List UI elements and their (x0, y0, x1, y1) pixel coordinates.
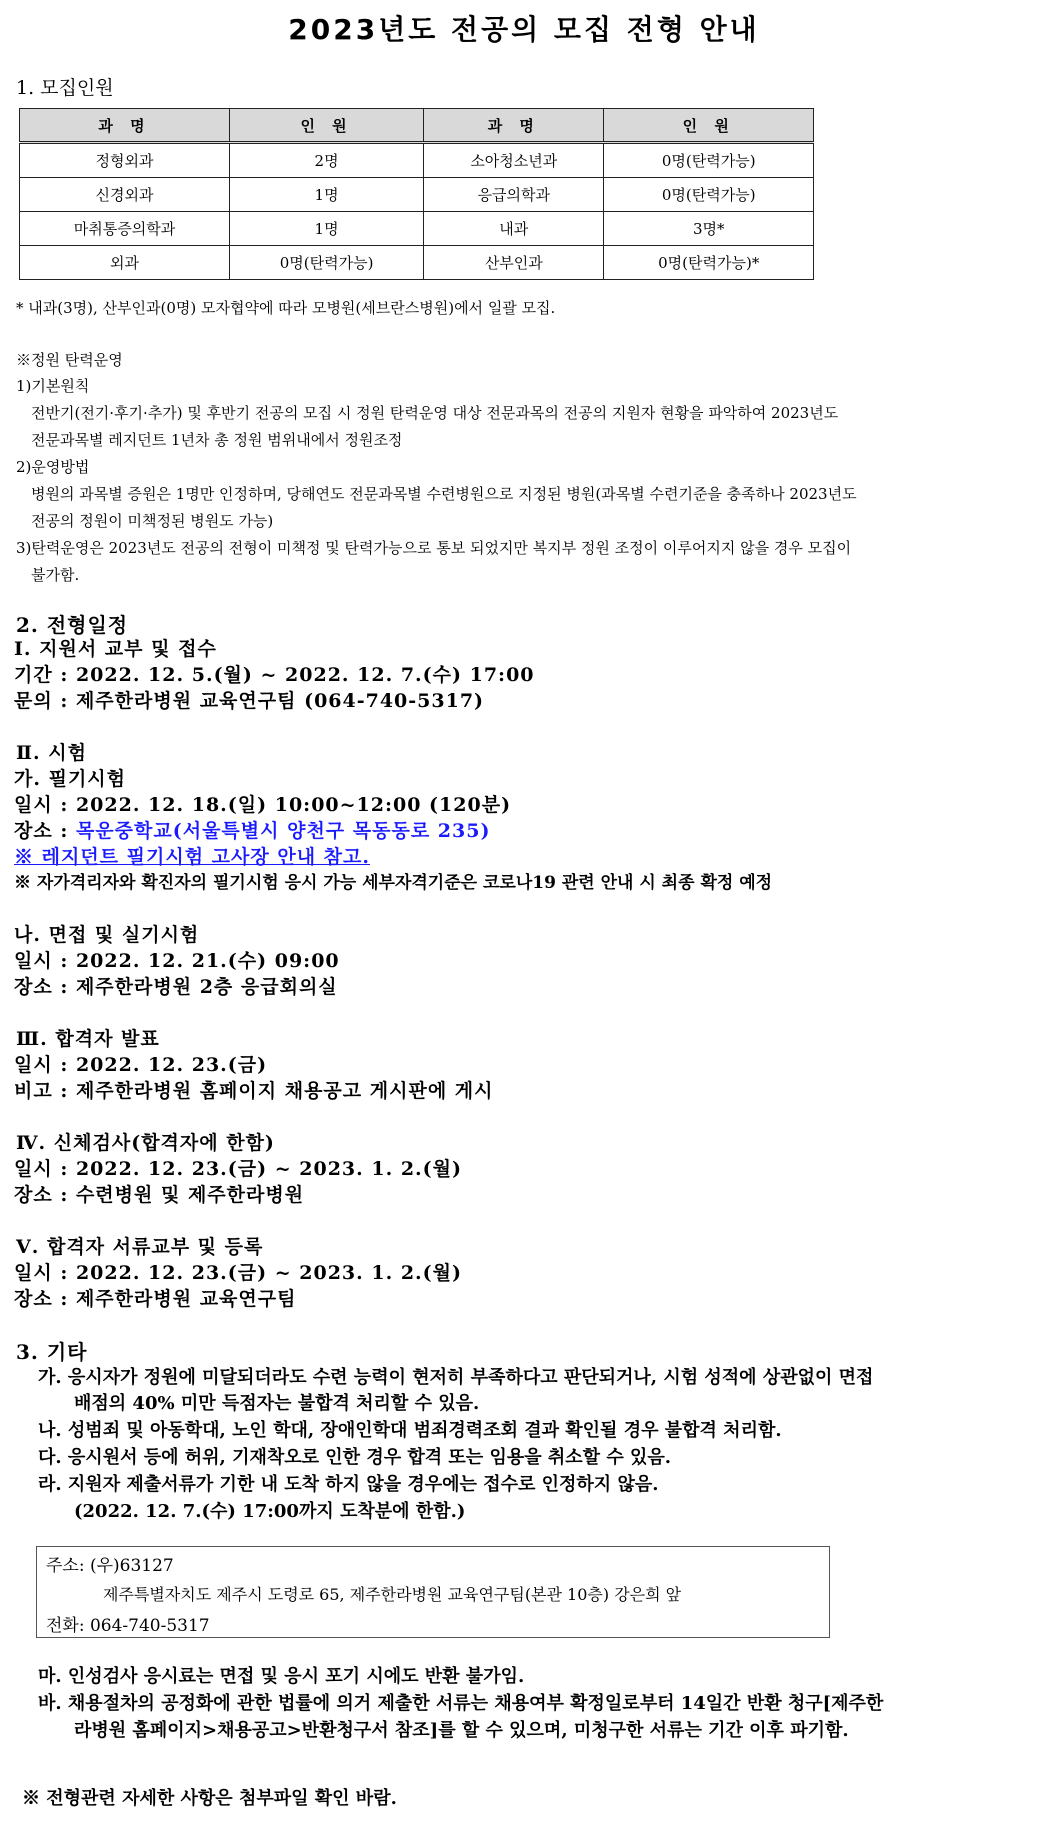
table-cell: 정형외과 (20, 143, 230, 178)
written-exam-place-label: 장소 : (14, 820, 76, 842)
flex-note-line1: 3)탄력운영은 2023년도 전공의 전형이 미책정 및 탄력가능으로 통보 되었지만 복지부 정원 조정이 이루어지지 않을 경우 모집이 (16, 539, 852, 557)
table-cell: 0명(탄력가능)* (604, 246, 814, 280)
table-cell: 응급의학과 (424, 178, 604, 212)
flex-principle-line2: 전문과목별 레지던트 1년차 총 정원 범위내에서 정원조정 (31, 431, 403, 449)
etc-item-ra-line1: 라. 지원자 제출서류가 기한 내 도착 하지 않을 경우에는 접수로 인정하지 않음. (38, 1474, 659, 1495)
medical-check-date: 일시 : 2022. 12. 23.(금) ~ 2023. 1. 2.(월) (14, 1158, 462, 1180)
table-row (20, 212, 814, 246)
flex-method-line2: 전공의 정원이 미책정된 병원도 가능) (31, 512, 274, 530)
table-cell: 소아청소년과 (424, 143, 604, 178)
table-header-count-1: 인 원 (230, 109, 424, 143)
section2-heading: 2. 전형일정 (16, 613, 129, 637)
table-cell: 1명 (230, 212, 424, 246)
etc-item-ga-line1: 가. 응시자가 정원에 미달되더라도 수련 능력이 현저히 부족하다고 판단되거나, 시험 성적에 상관없이 면접 (38, 1367, 874, 1388)
schedule-step3-heading: Ⅲ. 합격자 발표 (16, 1028, 160, 1050)
final-note: ※ 전형관련 자세한 사항은 첨부파일 확인 바람. (22, 1788, 397, 1809)
schedule-step5-heading: Ⅴ. 합격자 서류교부 및 등록 (16, 1236, 264, 1258)
written-exam-heading: 가. 필기시험 (14, 768, 126, 790)
etc-item-ba-line1: 바. 채용절차의 공정화에 관한 법률에 의거 제출한 서류는 채용여부 확정일로부터 14일간 반환 청구[제주한 (38, 1693, 884, 1714)
table-header-count-2: 인 원 (604, 109, 814, 143)
table-cell: 0명(탄력가능) (230, 246, 424, 280)
table-cell: 0명(탄력가능) (604, 178, 814, 212)
etc-item-ga-line2: 배점의 40% 미만 득점자는 불합격 처리할 수 있음. (74, 1393, 480, 1414)
interview-date: 일시 : 2022. 12. 21.(수) 09:00 (14, 950, 340, 972)
table-cell: 산부인과 (424, 246, 604, 280)
address-postcode: 주소: (우)63127 (46, 1556, 174, 1576)
table-cell: 내과 (424, 212, 604, 246)
table-cell: 1명 (230, 178, 424, 212)
table-cell: 마취통증의학과 (20, 212, 230, 246)
etc-item-ba-line2: 라병원 홈페이지>채용공고>반환청구서 참조]를 할 수 있으며, 미청구한 서류는 기간 이후 파기함. (74, 1720, 849, 1741)
interview-heading: 나. 면접 및 실기시험 (14, 924, 200, 946)
page-title: 2023년도 전공의 모집 전형 안내 (288, 13, 760, 46)
quota-table (19, 108, 814, 280)
table-row (20, 178, 814, 212)
etc-item-na: 나. 성범죄 및 아동학대, 노인 학대, 장애인학대 범죄경력조회 결과 확인될 경우 불합격 처리함. (38, 1420, 782, 1441)
table-header-dept-1: 과 명 (20, 109, 230, 143)
flex-note-line2: 불가함. (31, 566, 80, 584)
table-cell: 2명 (230, 143, 424, 178)
address-detail: 제주특별자치도 제주시 도령로 65, 제주한라병원 교육연구팀(본관 10층) 강은희 앞 (103, 1585, 682, 1604)
written-exam-place-value: 목운중학교(서울특별시 양천구 목동동로 235) (75, 820, 491, 842)
written-exam-place (14, 816, 490, 843)
flex-principle-title: 1)기본원칙 (16, 377, 90, 395)
interview-place: 장소 : 제주한라병원 2층 응급회의실 (14, 976, 338, 998)
section3-heading: 3. 기타 (16, 1340, 88, 1364)
schedule-step1-period: 기간 : 2022. 12. 5.(월) ~ 2022. 12. 7.(수) 17:00 (14, 664, 535, 686)
registration-place: 장소 : 제주한라병원 교육연구팀 (14, 1288, 297, 1310)
table-cell: 외과 (20, 246, 230, 280)
schedule-step1-heading: Ⅰ. 지원서 교부 및 접수 (14, 638, 217, 660)
flex-method-line1: 병원의 과목별 증원은 1명만 인정하며, 당해연도 전문과목별 수련병원으로 지정된 병원(과목별 수련기준을 충족하나 2023년도 (31, 485, 857, 503)
quota-footnote: * 내과(3명), 산부인과(0명) 모자협약에 따라 모병원(세브란스병원)에서 일괄 모집. (16, 299, 556, 317)
announcement-note: 비고 : 제주한라병원 홈페이지 채용공고 게시판에 게시 (14, 1080, 494, 1102)
address-phone: 전화: 064-740-5317 (46, 1616, 210, 1636)
etc-item-da: 다. 응시원서 등에 허위, 기재착오로 인한 경우 합격 또는 임용을 취소할 수 있음. (38, 1447, 672, 1468)
medical-check-place: 장소 : 수련병원 및 제주한라병원 (14, 1184, 305, 1206)
address-box (36, 1546, 830, 1638)
written-exam-date: 일시 : 2022. 12. 18.(일) 10:00~12:00 (120분) (14, 794, 512, 816)
registration-date: 일시 : 2022. 12. 23.(금) ~ 2023. 1. 2.(월) (14, 1262, 462, 1284)
table-header-row (20, 109, 814, 143)
table-cell: 3명* (604, 212, 814, 246)
announcement-date: 일시 : 2022. 12. 23.(금) (14, 1054, 268, 1076)
table-header-dept-2: 과 명 (424, 109, 604, 143)
table-row (20, 246, 814, 280)
section1-heading: 1. 모집인원 (16, 77, 114, 99)
schedule-step1-contact: 문의 : 제주한라병원 교육연구팀 (064-740-5317) (14, 690, 485, 712)
table-cell: 0명(탄력가능) (604, 143, 814, 178)
schedule-step2-heading: Ⅱ. 시험 (16, 742, 87, 764)
etc-item-ma: 마. 인성검사 응시료는 면접 및 응시 포기 시에도 반환 불가임. (38, 1666, 525, 1687)
exam-venue-guide-link[interactable]: ※ 레지던트 필기시험 고사장 안내 참고. (14, 846, 370, 868)
schedule-step4-heading: Ⅳ. 신체검사(합격자에 한함) (16, 1132, 275, 1154)
etc-item-ra-line2: (2022. 12. 7.(수) 17:00까지 도착분에 한함.) (74, 1501, 466, 1522)
written-exam-covid-note: ※ 자가격리자와 확진자의 필기시험 응시 가능 세부자격기준은 코로나19 관련 안내 시 최종 확정 예정 (14, 873, 773, 893)
flex-principle-line1: 전반기(전기·후기·추가) 및 후반기 전공의 모집 시 정원 탄력운영 대상 전문과목의 전공의 지원자 현황을 파악하여 2023년도 (31, 404, 839, 422)
flex-method-title: 2)운영방법 (16, 458, 90, 476)
flex-heading: ※정원 탄력운영 (16, 351, 123, 369)
table-row (20, 143, 814, 178)
table-cell: 신경외과 (20, 178, 230, 212)
